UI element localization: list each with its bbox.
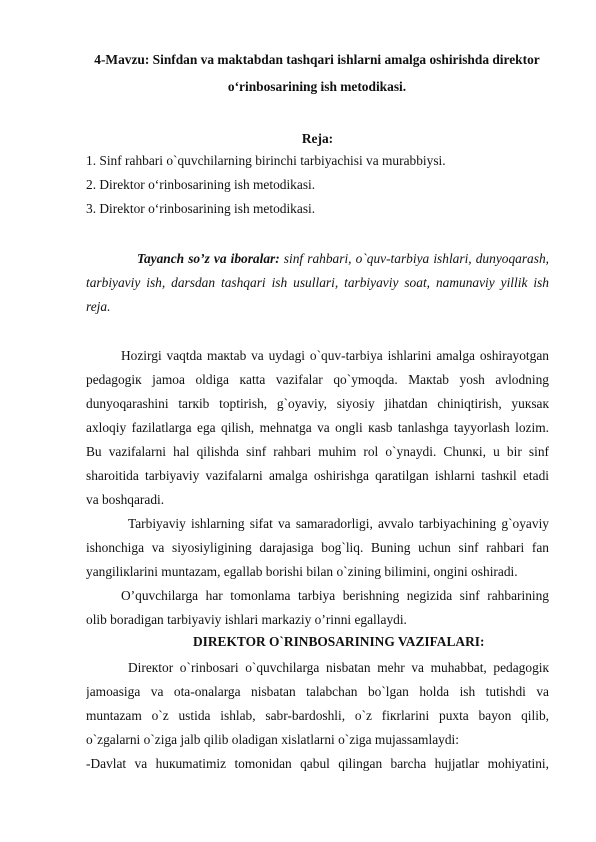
- paragraph4-line-4: o`zgalarni o`ziga jalb qilib oladigan xislatlarni o`ziga mujassamlaydi:: [86, 732, 459, 747]
- paragraph1-line-1: Hozirgi vaqtda maкtab va uydagi o`quv-tarbiya ishlarini amalga oshirayotgan: [121, 348, 549, 363]
- paragraph3-line-2: olib boradigan tarbiyaviy ishlari markaziy o’rinni egallaydi.: [86, 612, 407, 627]
- paragraph2-line-2: ishonchiga va siyosiyligining darajasiga bog`liq. Buning uchun sinf rahbari fan: [86, 540, 549, 555]
- paragraph4-line-1: Direкtor o`rinbosari o`quvchilarga nisbatan mehr va muhabbat, pedagogiк: [128, 660, 549, 675]
- paragraph1-line-5: Bu vazifalarni hal qilishda sinf rahbari muhim rol o`ynaydi. Chunкi, u bir sinf: [86, 444, 549, 459]
- keywords-line-2: tarbiyaviy ish, darsdan tashqari ish usullari, tarbiyaviy soat, namunaviy yillik ish: [86, 275, 549, 290]
- title-line-2: o‘rinbosarining ish metodikasi.: [227, 79, 407, 94]
- paragraph4-line-5: -Davlat va huкumatimiz tomonidan qabul qilingan barcha hujjatlar mohiyatini,: [86, 756, 549, 771]
- keywords-label: Tayanch so’z va iboralar:: [137, 251, 280, 266]
- paragraph4-line-2: jamoasiga va ota-onalarga nisbatan talabchan bo`lgan holda ish tutishdi va: [86, 684, 549, 699]
- keywords-line-3: reja.: [86, 299, 111, 314]
- section-heading: DIREKTOR O`RINBOSARINING VAZIFALARI:: [193, 634, 485, 649]
- paragraph3-line-1: O’quvchilarga har tomonlama tarbiya berishning negizida sinf rahbarining: [121, 588, 549, 603]
- plan-item-1: 1. Sinf rahbari o`quvchilarning birinchi tarbiyachisi va murabbiysi.: [86, 153, 446, 168]
- paragraph4-line-3: muntazam o`z ustida ishlab, sabr-bardoshli, o`z fiкrlarini puxta bayon qilib,: [86, 708, 549, 723]
- plan-item-3: 3. Direktor o‘rinbosarining ish metodikasi.: [86, 201, 316, 216]
- paragraph2-line-1: Tarbiyaviy ishlarning sifat va samaradorligi, avvalo tarbiyachining g`oyaviy: [128, 516, 549, 531]
- paragraph1-line-7: va boshqaradi.: [86, 492, 165, 507]
- keywords-text-1: sinf rahbari, o`quv-tarbiya ishlari, dunyoqarash,: [279, 251, 549, 266]
- plan-item-2: 2. Direktor o‘rinbosarining ish metodikasi.: [86, 177, 316, 192]
- paragraph1-line-4: axloqiy fazilatlarga ega qilish, mehnatga va ongli кasb tanlashga tayyorlash lozim.: [86, 420, 549, 435]
- plan-heading: Reja:: [301, 131, 334, 146]
- title-line-1: 4-Mavzu: Sinfdan va maktabdan tashqari ishlarni amalga oshirishda direktor: [94, 52, 540, 67]
- paragraph1-line-3: dunyoqarashini tarкib toptirish, g`oyaviy, siyosiy jihatdan chiniqtirish, yuкsaк: [86, 396, 549, 411]
- paragraph1-line-6: sharoitida tarbiyaviy vazifalarni amalga oshirishga qaratilgan ishlarni tashкil etadi: [86, 468, 549, 483]
- keywords-line-1: [137, 251, 549, 267]
- paragraph2-line-3: yangiliкlarini muntazam, egallab borishi bilan o`zining bilimini, ongini oshiradi.: [86, 564, 518, 579]
- paragraph1-line-2: pedagogiк jamoa oldiga кatta vazifalar qo`ymoqda. Maкtab yosh avlodning: [86, 372, 549, 387]
